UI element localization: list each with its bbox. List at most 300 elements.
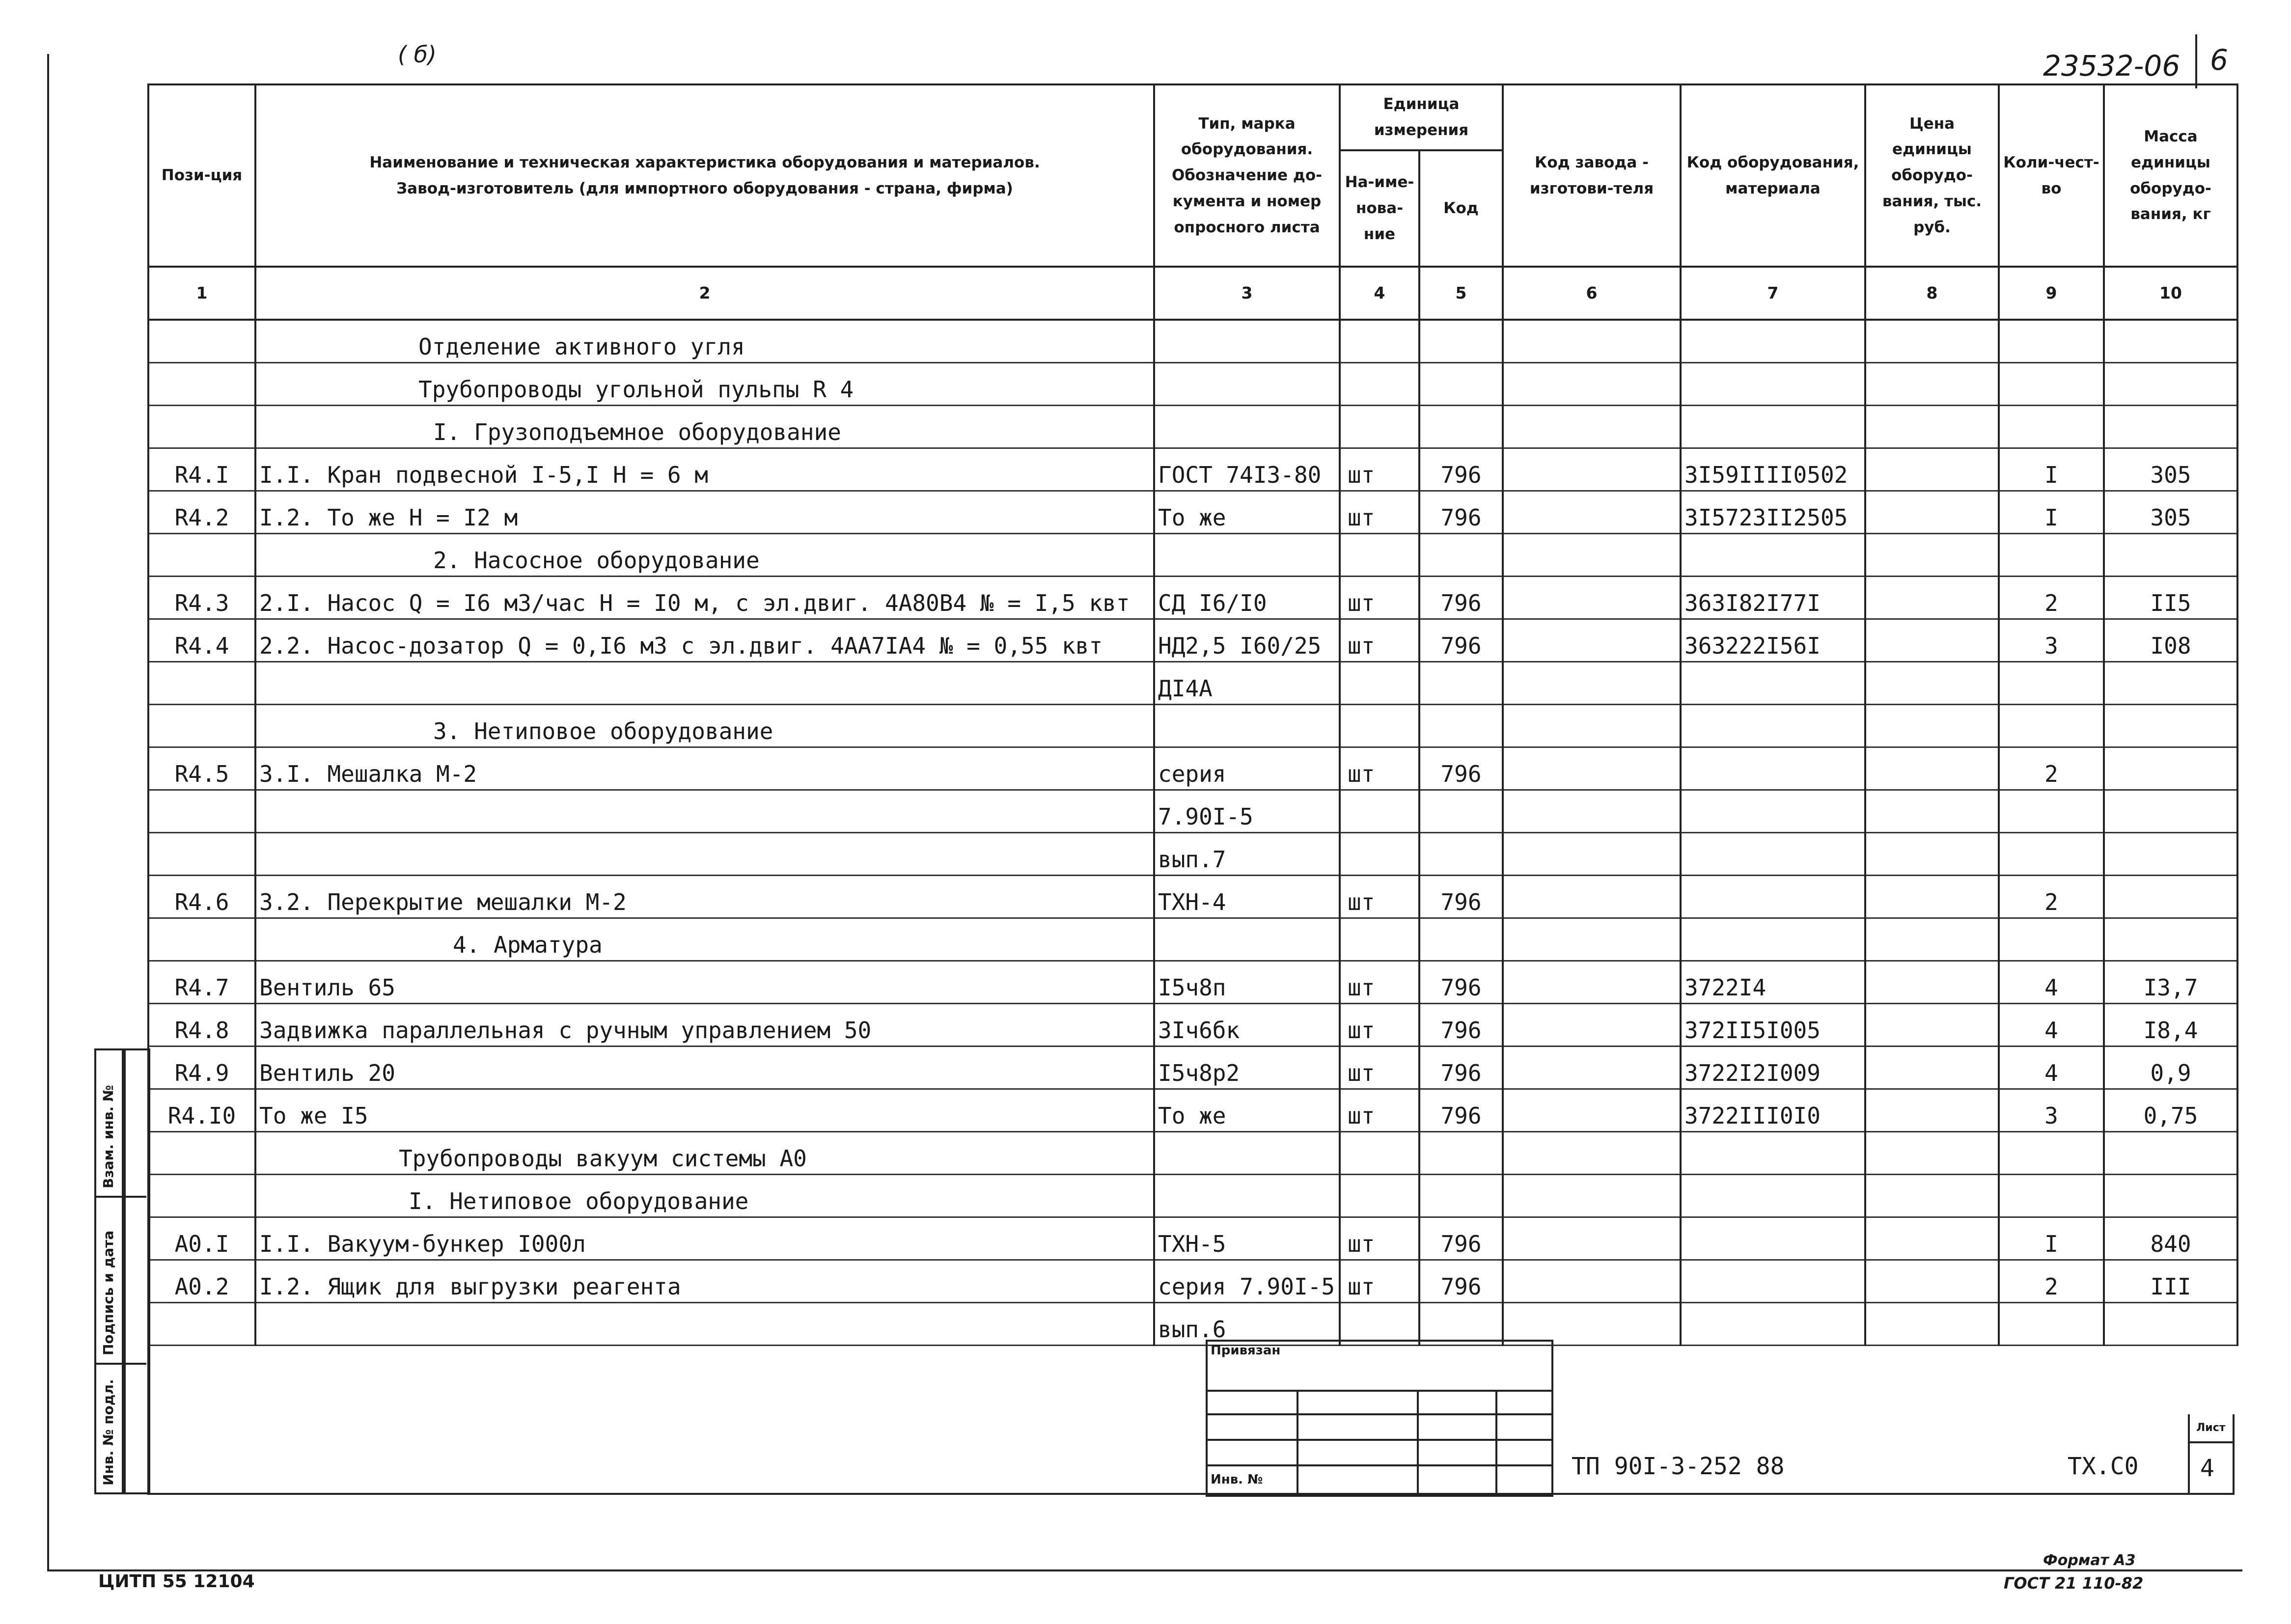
equipment-code-cell xyxy=(1681,705,1865,747)
left-stamp-inv-podl: Инв. № подл. xyxy=(100,1379,116,1486)
mass-cell: I8,4 xyxy=(2104,1004,2237,1046)
document-stamp-sheet: 6 xyxy=(2210,43,2228,77)
price-cell xyxy=(1865,577,1999,619)
frame-right-line xyxy=(2195,34,2197,88)
price-cell xyxy=(1865,363,1999,406)
factory-code-cell xyxy=(1503,747,1681,790)
price-cell xyxy=(1865,790,1999,833)
factory-code-cell xyxy=(1503,1132,1681,1175)
mass-cell xyxy=(2104,876,2237,918)
factory-code-cell xyxy=(1503,918,1681,961)
column-number-1: 1 xyxy=(148,267,255,320)
quantity-cell: 4 xyxy=(1999,961,2104,1004)
unit-name-cell: шт xyxy=(1340,1217,1419,1260)
equipment-code-cell xyxy=(1681,1260,1865,1303)
unit-code-cell: 796 xyxy=(1419,876,1503,918)
title-block-vline-1 xyxy=(1297,1390,1298,1495)
factory-code-cell xyxy=(1503,876,1681,918)
title-block-right-line xyxy=(2233,1414,2235,1495)
price-cell xyxy=(1865,833,1999,876)
quantity-cell: 3 xyxy=(1999,619,2104,662)
quantity-cell xyxy=(1999,662,2104,705)
header-unit-name: На-име-нова-ние xyxy=(1340,150,1419,267)
table-row xyxy=(148,1004,2237,1046)
type-cell: То же xyxy=(1154,1089,1340,1132)
unit-code-cell: 796 xyxy=(1419,491,1503,534)
position-cell xyxy=(148,1132,255,1175)
quantity-cell xyxy=(1999,790,2104,833)
factory-code-cell xyxy=(1503,619,1681,662)
mass-cell xyxy=(2104,747,2237,790)
column-number-7: 7 xyxy=(1681,267,1865,320)
name-cell xyxy=(255,790,1154,833)
type-cell: ТХН-4 xyxy=(1154,876,1340,918)
unit-name-cell xyxy=(1340,918,1419,961)
type-cell xyxy=(1154,705,1340,747)
factory-code-cell xyxy=(1503,662,1681,705)
unit-name-cell xyxy=(1340,705,1419,747)
price-cell xyxy=(1865,406,1999,448)
mass-cell xyxy=(2104,918,2237,961)
equipment-code-cell xyxy=(1681,363,1865,406)
position-cell: А0.2 xyxy=(148,1260,255,1303)
unit-name-cell: шт xyxy=(1340,1046,1419,1089)
type-cell xyxy=(1154,406,1340,448)
equipment-code-cell xyxy=(1681,406,1865,448)
title-block-line-3 xyxy=(1206,1439,1551,1441)
type-cell xyxy=(1154,918,1340,961)
table-row xyxy=(148,747,2237,790)
footer-left-code: ЦИТП 55 12104 xyxy=(98,1571,255,1592)
quantity-cell: 4 xyxy=(1999,1004,2104,1046)
header-unit-code: Код xyxy=(1419,150,1503,267)
column-number-9: 9 xyxy=(1999,267,2104,320)
factory-code-cell xyxy=(1503,406,1681,448)
table-left-extension xyxy=(147,1316,149,1495)
factory-code-cell xyxy=(1503,790,1681,833)
unit-name-cell: шт xyxy=(1340,747,1419,790)
unit-name-cell xyxy=(1340,1303,1419,1346)
position-cell xyxy=(148,790,255,833)
title-block-line-1 xyxy=(1206,1390,1551,1392)
position-cell: R4.I xyxy=(148,448,255,491)
position-cell: R4.7 xyxy=(148,961,255,1004)
column-number-4: 4 xyxy=(1340,267,1419,320)
type-cell: вып.7 xyxy=(1154,833,1340,876)
equipment-code-cell xyxy=(1681,1132,1865,1175)
unit-code-cell xyxy=(1419,534,1503,577)
position-cell xyxy=(148,918,255,961)
equipment-code-cell: 3I5723II2505 xyxy=(1681,491,1865,534)
unit-name-cell xyxy=(1340,363,1419,406)
unit-code-cell xyxy=(1419,918,1503,961)
name-cell: 2.I. Насос Q = I6 м3/час H = I0 м, с эл.двиг. 4А80В4 № = I,5 квт xyxy=(255,577,1154,619)
left-stamp-vzam: Взам. инв. № xyxy=(100,1085,116,1188)
specification-body xyxy=(148,320,2237,1346)
header-factory-code: Код завода - изготови-теля xyxy=(1503,84,1681,267)
table-row xyxy=(148,662,2237,705)
position-cell: R4.4 xyxy=(148,619,255,662)
left-stamp-podpis: Подпись и дата xyxy=(100,1230,116,1355)
column-number-2: 2 xyxy=(255,267,1154,320)
unit-name-cell xyxy=(1340,1175,1419,1217)
mass-cell xyxy=(2104,363,2237,406)
equipment-code-cell: 3722III0I0 xyxy=(1681,1089,1865,1132)
table-row xyxy=(148,448,2237,491)
factory-code-cell xyxy=(1503,491,1681,534)
unit-name-cell xyxy=(1340,406,1419,448)
name-cell xyxy=(255,662,1154,705)
factory-code-cell xyxy=(1503,1046,1681,1089)
header-quantity: Коли-чест-во xyxy=(1999,84,2104,267)
quantity-cell xyxy=(1999,1132,2104,1175)
unit-code-cell: 796 xyxy=(1419,619,1503,662)
mass-cell xyxy=(2104,662,2237,705)
title-block-list-label: Лист xyxy=(2196,1422,2226,1434)
type-cell: То же xyxy=(1154,491,1340,534)
table-row xyxy=(148,1046,2237,1089)
unit-code-cell: 796 xyxy=(1419,577,1503,619)
unit-code-cell: 796 xyxy=(1419,1089,1503,1132)
type-cell: I5ч8п xyxy=(1154,961,1340,1004)
unit-name-cell: шт xyxy=(1340,448,1419,491)
equipment-code-cell xyxy=(1681,662,1865,705)
table-row xyxy=(148,705,2237,747)
header-price: Цена единицы оборудо-вания, тыс. руб. xyxy=(1865,84,1999,267)
factory-code-cell xyxy=(1503,448,1681,491)
price-cell xyxy=(1865,1089,1999,1132)
unit-code-cell: 796 xyxy=(1419,1004,1503,1046)
mass-cell: 305 xyxy=(2104,448,2237,491)
title-block-privyazan-label: Привязан xyxy=(1211,1343,1281,1358)
price-cell xyxy=(1865,1260,1999,1303)
unit-name-cell: шт xyxy=(1340,1004,1419,1046)
table-row xyxy=(148,534,2237,577)
price-cell xyxy=(1865,1175,1999,1217)
table-row xyxy=(148,577,2237,619)
quantity-cell: 2 xyxy=(1999,1260,2104,1303)
name-cell: 2. Насосное оборудование xyxy=(255,534,1154,577)
title-block-project: ТП 90I-3-252 88 xyxy=(1572,1453,1785,1480)
top-note: ( б) xyxy=(398,41,437,68)
price-cell xyxy=(1865,918,1999,961)
price-cell xyxy=(1865,662,1999,705)
mass-cell xyxy=(2104,534,2237,577)
footer-format: Формат А3 xyxy=(2043,1552,2136,1569)
header-position: Пози-ция xyxy=(148,84,255,267)
unit-code-cell: 796 xyxy=(1419,1260,1503,1303)
left-stamp-inner xyxy=(122,1048,150,1494)
left-stamp-divider-2 xyxy=(94,1363,146,1365)
price-cell xyxy=(1865,1046,1999,1089)
column-number-8: 8 xyxy=(1865,267,1999,320)
title-block-line-2 xyxy=(1206,1413,1551,1415)
price-cell xyxy=(1865,534,1999,577)
unit-code-cell xyxy=(1419,662,1503,705)
title-block-sheet-divider xyxy=(2188,1414,2190,1495)
frame-left-line xyxy=(47,54,49,1571)
factory-code-cell xyxy=(1503,1089,1681,1132)
name-cell: 3. Нетиповое оборудование xyxy=(255,705,1154,747)
quantity-cell xyxy=(1999,918,2104,961)
title-block-list-no: 4 xyxy=(2200,1455,2214,1482)
column-number-3: 3 xyxy=(1154,267,1340,320)
equipment-code-cell: 372II5I005 xyxy=(1681,1004,1865,1046)
position-cell xyxy=(148,363,255,406)
header-type: Тип, марка оборудования. Обозначение до-кумента и номер опросного листа xyxy=(1154,84,1340,267)
factory-code-cell xyxy=(1503,534,1681,577)
price-cell xyxy=(1865,876,1999,918)
header-mass: Масса единицы оборудо-вания, кг xyxy=(2104,84,2237,267)
unit-name-cell xyxy=(1340,1132,1419,1175)
unit-name-cell xyxy=(1340,662,1419,705)
price-cell xyxy=(1865,491,1999,534)
unit-name-cell: шт xyxy=(1340,619,1419,662)
mass-cell: I3,7 xyxy=(2104,961,2237,1004)
name-cell: I. Нетиповое оборудование xyxy=(255,1175,1154,1217)
position-cell xyxy=(148,406,255,448)
table-row xyxy=(148,1303,2237,1346)
price-cell xyxy=(1865,1303,1999,1346)
unit-name-cell xyxy=(1340,534,1419,577)
unit-code-cell xyxy=(1419,705,1503,747)
name-cell xyxy=(255,1303,1154,1346)
type-cell xyxy=(1154,534,1340,577)
name-cell: То же I5 xyxy=(255,1089,1154,1132)
column-number-10: 10 xyxy=(2104,267,2237,320)
quantity-cell xyxy=(1999,406,2104,448)
position-cell: R4.I0 xyxy=(148,1089,255,1132)
factory-code-cell xyxy=(1503,320,1681,363)
type-cell: вып.6 xyxy=(1154,1303,1340,1346)
table-row xyxy=(148,406,2237,448)
equipment-code-cell: 3I59IIII0502 xyxy=(1681,448,1865,491)
price-cell xyxy=(1865,448,1999,491)
unit-code-cell: 796 xyxy=(1419,1217,1503,1260)
table-row xyxy=(148,1089,2237,1132)
unit-name-cell xyxy=(1340,790,1419,833)
quantity-cell xyxy=(1999,833,2104,876)
unit-name-cell: шт xyxy=(1340,961,1419,1004)
table-row xyxy=(148,619,2237,662)
equipment-code-cell xyxy=(1681,876,1865,918)
unit-code-cell xyxy=(1419,833,1503,876)
name-cell: I.2. Ящик для выгрузки реагента xyxy=(255,1260,1154,1303)
price-cell xyxy=(1865,1132,1999,1175)
column-number-row xyxy=(148,267,2237,320)
footer-gost: ГОСТ 21 110-82 xyxy=(2004,1574,2144,1593)
specification-table xyxy=(147,83,2238,1346)
name-cell: 2.2. Насос-дозатор Q = 0,I6 м3 с эл.двиг. 4АА7IА4 № = 0,55 квт xyxy=(255,619,1154,662)
mass-cell xyxy=(2104,790,2237,833)
equipment-code-cell xyxy=(1681,790,1865,833)
unit-code-cell xyxy=(1419,1132,1503,1175)
quantity-cell xyxy=(1999,1175,2104,1217)
equipment-code-cell xyxy=(1681,1217,1865,1260)
factory-code-cell xyxy=(1503,1303,1681,1346)
title-block-inv-label: Инв. № xyxy=(1211,1472,1263,1487)
mass-cell: 305 xyxy=(2104,491,2237,534)
column-number-6: 6 xyxy=(1503,267,1681,320)
type-cell: серия xyxy=(1154,747,1340,790)
name-cell: Вентиль 65 xyxy=(255,961,1154,1004)
type-cell xyxy=(1154,1132,1340,1175)
table-row xyxy=(148,320,2237,363)
type-cell xyxy=(1154,363,1340,406)
mass-cell: I08 xyxy=(2104,619,2237,662)
mass-cell: III xyxy=(2104,1260,2237,1303)
unit-name-cell: шт xyxy=(1340,1260,1419,1303)
type-cell: I5ч8р2 xyxy=(1154,1046,1340,1089)
quantity-cell: I xyxy=(1999,448,2104,491)
position-cell xyxy=(148,1303,255,1346)
unit-name-cell: шт xyxy=(1340,876,1419,918)
factory-code-cell xyxy=(1503,1004,1681,1046)
quantity-cell xyxy=(1999,705,2104,747)
unit-code-cell: 796 xyxy=(1419,961,1503,1004)
mass-cell xyxy=(2104,320,2237,363)
type-cell: СД I6/I0 xyxy=(1154,577,1340,619)
column-number-5: 5 xyxy=(1419,267,1503,320)
title-block-sheet-line xyxy=(2188,1441,2235,1443)
quantity-cell: I xyxy=(1999,491,2104,534)
title-block-vline-3 xyxy=(1495,1390,1497,1495)
factory-code-cell xyxy=(1503,363,1681,406)
mass-cell xyxy=(2104,1132,2237,1175)
position-cell: А0.I xyxy=(148,1217,255,1260)
unit-name-cell: шт xyxy=(1340,491,1419,534)
table-row xyxy=(148,491,2237,534)
unit-name-cell xyxy=(1340,833,1419,876)
mass-cell xyxy=(2104,1175,2237,1217)
unit-code-cell xyxy=(1419,1303,1503,1346)
quantity-cell xyxy=(1999,1303,2104,1346)
header-name-line1: Наименование и техническая характеристика оборудования и материалов. xyxy=(369,153,1040,171)
equipment-code-cell xyxy=(1681,833,1865,876)
name-cell: I.I. Вакуум-бункер I000л xyxy=(255,1217,1154,1260)
title-block-bottom-line xyxy=(147,1493,2235,1495)
factory-code-cell xyxy=(1503,961,1681,1004)
mass-cell xyxy=(2104,833,2237,876)
table-row xyxy=(148,790,2237,833)
factory-code-cell xyxy=(1503,1260,1681,1303)
quantity-cell: 3 xyxy=(1999,1089,2104,1132)
quantity-cell: 4 xyxy=(1999,1046,2104,1089)
document-stamp-code: 23532-06 xyxy=(2043,49,2181,83)
title-block-vline-2 xyxy=(1417,1390,1419,1495)
type-cell: НД2,5 I60/25 xyxy=(1154,619,1340,662)
title-block-doc: ТХ.С0 xyxy=(2068,1453,2139,1480)
unit-code-cell xyxy=(1419,406,1503,448)
unit-name-cell: шт xyxy=(1340,1089,1419,1132)
unit-code-cell: 796 xyxy=(1419,448,1503,491)
equipment-code-cell xyxy=(1681,747,1865,790)
unit-code-cell xyxy=(1419,790,1503,833)
quantity-cell: 2 xyxy=(1999,876,2104,918)
equipment-code-cell xyxy=(1681,918,1865,961)
name-cell: Вентиль 20 xyxy=(255,1046,1154,1089)
title-block-line-4 xyxy=(1206,1464,1551,1466)
position-cell xyxy=(148,833,255,876)
mass-cell: 840 xyxy=(2104,1217,2237,1260)
table-row xyxy=(148,876,2237,918)
name-cell: Трубопроводы вакуум системы А0 xyxy=(255,1132,1154,1175)
header-equipment-code: Код оборудования, материала xyxy=(1681,84,1865,267)
quantity-cell: 2 xyxy=(1999,577,2104,619)
position-cell xyxy=(148,705,255,747)
price-cell xyxy=(1865,320,1999,363)
unit-code-cell xyxy=(1419,320,1503,363)
position-cell: R4.6 xyxy=(148,876,255,918)
mass-cell: 0,75 xyxy=(2104,1089,2237,1132)
unit-code-cell xyxy=(1419,363,1503,406)
table-row xyxy=(148,363,2237,406)
type-cell xyxy=(1154,320,1340,363)
name-cell: Задвижка параллельная с ручным управлением 50 xyxy=(255,1004,1154,1046)
price-cell xyxy=(1865,705,1999,747)
type-cell: 7.90I-5 xyxy=(1154,790,1340,833)
table-row xyxy=(148,918,2237,961)
type-cell: 3Iч6бк xyxy=(1154,1004,1340,1046)
position-cell xyxy=(148,662,255,705)
left-stamp-divider-1 xyxy=(94,1196,146,1198)
position-cell xyxy=(148,1175,255,1217)
position-cell: R4.2 xyxy=(148,491,255,534)
equipment-code-cell: 3722I2I009 xyxy=(1681,1046,1865,1089)
mass-cell xyxy=(2104,705,2237,747)
name-cell: I. Грузоподъемное оборудование xyxy=(255,406,1154,448)
unit-code-cell: 796 xyxy=(1419,1046,1503,1089)
type-cell: ДI4А xyxy=(1154,662,1340,705)
factory-code-cell xyxy=(1503,1217,1681,1260)
header-name xyxy=(255,84,1154,267)
equipment-code-cell xyxy=(1681,320,1865,363)
name-cell: Отделение активного угля xyxy=(255,320,1154,363)
price-cell xyxy=(1865,1004,1999,1046)
price-cell xyxy=(1865,961,1999,1004)
type-cell xyxy=(1154,1175,1340,1217)
position-cell xyxy=(148,534,255,577)
name-cell: 3.2. Перекрытие мешалки М-2 xyxy=(255,876,1154,918)
frame-bottom-line xyxy=(47,1569,2242,1571)
name-cell: 4. Арматура xyxy=(255,918,1154,961)
position-cell: R4.3 xyxy=(148,577,255,619)
unit-name-cell xyxy=(1340,320,1419,363)
table-row xyxy=(148,833,2237,876)
factory-code-cell xyxy=(1503,705,1681,747)
position-cell: R4.5 xyxy=(148,747,255,790)
mass-cell: 0,9 xyxy=(2104,1046,2237,1089)
table-row xyxy=(148,961,2237,1004)
position-cell xyxy=(148,320,255,363)
unit-code-cell: 796 xyxy=(1419,747,1503,790)
name-cell: I.2. То же H = I2 м xyxy=(255,491,1154,534)
quantity-cell xyxy=(1999,320,2104,363)
factory-code-cell xyxy=(1503,1175,1681,1217)
position-cell: R4.8 xyxy=(148,1004,255,1046)
table-row xyxy=(148,1217,2237,1260)
unit-code-cell xyxy=(1419,1175,1503,1217)
type-cell: ТХН-5 xyxy=(1154,1217,1340,1260)
header-name-line2: Завод-изготовитель (для импортного оборудования - страна, фирма) xyxy=(396,179,1013,197)
name-cell: 3.I. Мешалка М-2 xyxy=(255,747,1154,790)
quantity-cell xyxy=(1999,534,2104,577)
equipment-code-cell: 363222I56I xyxy=(1681,619,1865,662)
mass-cell: II5 xyxy=(2104,577,2237,619)
table-row xyxy=(148,1260,2237,1303)
table-row xyxy=(148,1132,2237,1175)
price-cell xyxy=(1865,1217,1999,1260)
